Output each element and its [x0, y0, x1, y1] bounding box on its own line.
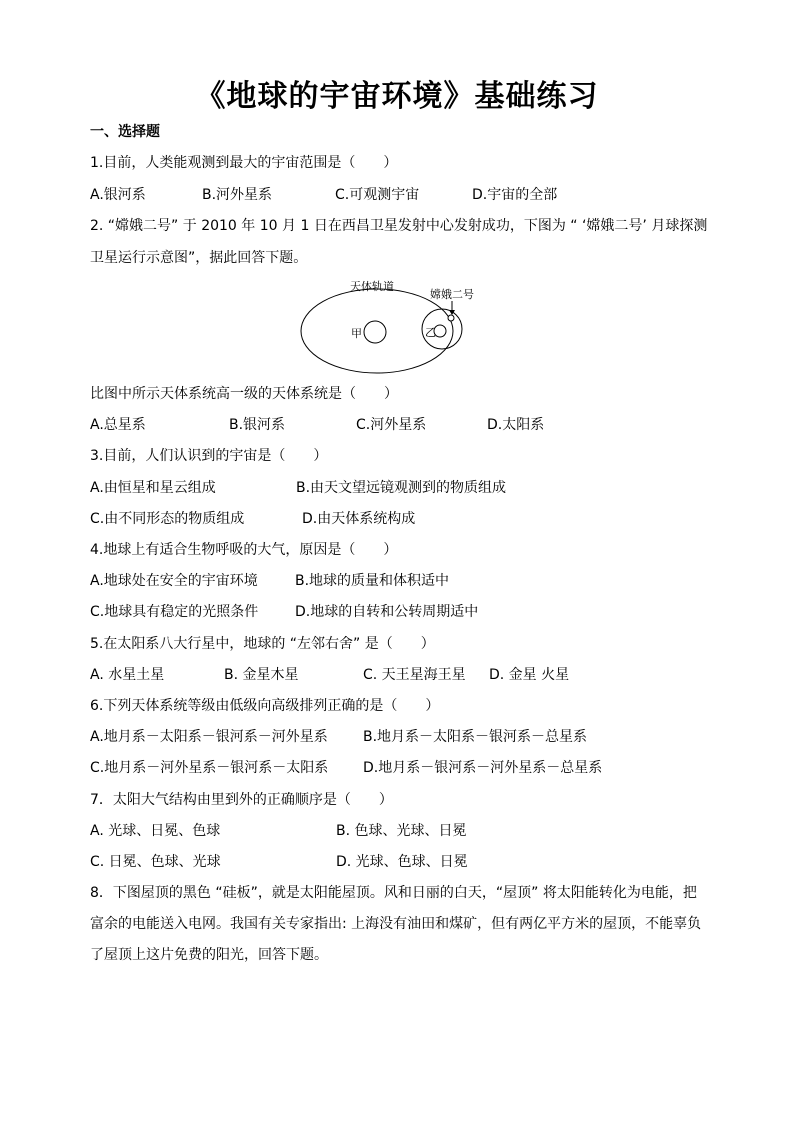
question-3-stem: 3.目前，人们认识到的宇宙是（ ） — [90, 448, 328, 464]
q2-option-b: B.银河系 — [229, 417, 286, 433]
q3-option-b: B.由天文望远镜观测到的物质组成 — [296, 480, 507, 496]
q1-option-c: C.可观测宇宙 — [335, 187, 420, 203]
q5-option-d: D. 金星 火星 — [489, 667, 570, 683]
q2-option-a: A.总星系 — [90, 417, 146, 433]
orbit-diagram — [300, 276, 500, 378]
q2-option-c: C.河外星系 — [356, 417, 427, 433]
q4-option-d: D.地球的自转和公转周期适中 — [295, 604, 479, 620]
q7-option-c: C. 日冕、色球、光球 — [90, 854, 221, 870]
question-2-stem-line-1: 2. “嫦娥二号” 于 2010 年 10 月 1 日在西昌卫星发射中心发射成功，下图为 “ ‘嫦娥二号’ 月球探测 — [90, 218, 708, 234]
q5-option-b: B. 金星木星 — [224, 667, 299, 683]
q7-option-b: B. 色球、光球、日冕 — [336, 823, 467, 839]
q4-option-a: A.地球处在安全的宇宙环境 — [90, 573, 258, 589]
question-2-stem-line-2: 卫星运行示意图”，据此回答下题。 — [90, 250, 308, 266]
q5-option-a: A. 水星土星 — [90, 667, 165, 683]
q4-option-c: C.地球具有稳定的光照条件 — [90, 604, 259, 620]
q1-option-d: D.宇宙的全部 — [472, 187, 558, 203]
question-8-stem-line-1: 8．下图屋顶的黑色 “硅板”，就是太阳能屋顶。风和日丽的白天，“屋顶” 将太阳能转化为电能，把 — [90, 885, 697, 901]
orbit-label: 天体轨道 — [350, 280, 394, 293]
q1-option-a: A.银河系 — [90, 187, 146, 203]
q4-option-b: B.地球的质量和体积适中 — [295, 573, 450, 589]
q3-option-a: A.由恒星和星云组成 — [90, 480, 216, 496]
probe-dot — [448, 315, 454, 321]
section-title: 一、选择题 — [90, 124, 160, 140]
q6-option-d: D.地月系－银河系－河外星系－总星系 — [363, 760, 603, 776]
question-8-stem-line-2: 富余的电能送入电网。我国有关专家指出: 上海没有油田和煤矿，但有两亿平方米的屋顶，不能辜负 — [90, 916, 702, 932]
q6-option-c: C.地月系－河外星系－银河系－太阳系 — [90, 760, 329, 776]
question-5-stem: 5.在太阳系八大行星中，地球的 “左邻右舍” 是（ ） — [90, 636, 435, 652]
q7-option-d: D. 光球、色球、日冕 — [336, 854, 468, 870]
probe-label: 嫦娥二号 — [430, 288, 474, 301]
body-a-label: 甲 — [351, 327, 362, 340]
q3-option-d: D.由天体系统构成 — [302, 511, 416, 527]
body-a-circle — [364, 321, 386, 343]
q7-option-a: A. 光球、日冕、色球 — [90, 823, 221, 839]
q3-option-c: C.由不同形态的物质组成 — [90, 511, 245, 527]
question-6-stem: 6.下列天体系统等级由低级向高级排列正确的是（ ） — [90, 698, 440, 714]
question-2-sub-stem: 比图中所示天体系统高一级的天体系统是（ ） — [90, 386, 398, 402]
q6-option-a: A.地月系－太阳系－银河系－河外星系 — [90, 729, 328, 745]
body-b-label: 乙 — [425, 326, 436, 339]
question-4-stem: 4.地球上有适合生物呼吸的大气，原因是（ ） — [90, 542, 398, 558]
q1-option-b: B.河外星系 — [202, 187, 273, 203]
question-8-stem-line-3: 了屋顶上这片免费的阳光，回答下题。 — [90, 947, 328, 963]
question-7-stem: 7．太阳大气结构由里到外的正确顺序是（ ） — [90, 792, 393, 808]
q5-option-c: C. 天王星海王星 — [363, 667, 466, 683]
q2-option-d: D.太阳系 — [487, 417, 545, 433]
page-title: 《地球的宇宙环境》基础练习 — [195, 79, 599, 114]
question-1-stem: 1.目前，人类能观测到最大的宇宙范围是（ ） — [90, 155, 398, 171]
q6-option-b: B.地月系－太阳系－银河系－总星系 — [363, 729, 588, 745]
